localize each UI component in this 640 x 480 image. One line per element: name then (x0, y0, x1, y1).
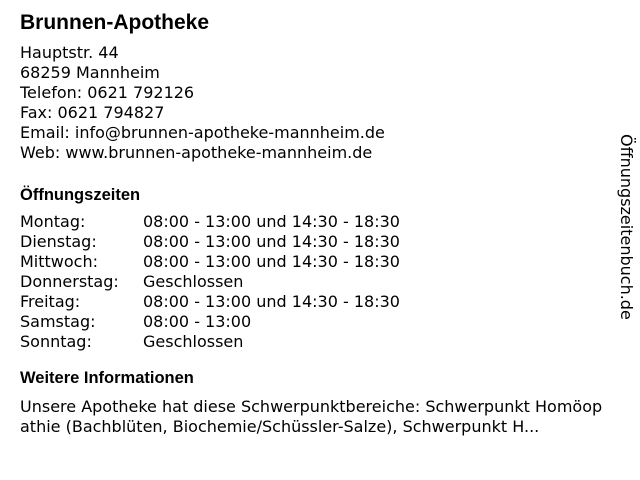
opening-hours-heading: Öffnungszeiten (20, 186, 141, 204)
day-label: Donnerstag: (20, 272, 119, 291)
hours-value: 08:00 - 13:00 und 14:30 - 18:30 (143, 252, 400, 271)
day-label: Dienstag: (20, 232, 97, 251)
fax-line: Fax: 0621 794827 (20, 103, 165, 122)
day-label: Samstag: (20, 312, 96, 331)
hours-row-sunday (20, 332, 610, 352)
hours-row-friday (20, 292, 610, 312)
day-label: Montag: (20, 212, 86, 231)
further-info-text: Unsere Apotheke hat diese Schwerpunktbereiche: Schwerpunkt Homöopathie (Bachblüten, Biochemie/Schüssler-Salze), Schwerpunkt H... (20, 397, 603, 436)
hours-value: Geschlossen (143, 332, 244, 351)
day-label: Mittwoch: (20, 252, 98, 271)
contact-block (20, 43, 610, 163)
hours-row-thursday (20, 272, 610, 292)
pharmacy-card (20, 10, 610, 437)
hours-value: 08:00 - 13:00 und 14:30 - 18:30 (143, 212, 400, 231)
email-line: Email: info@brunnen-apotheke-mannheim.de (20, 123, 385, 142)
address-street: Hauptstr. 44 (20, 43, 119, 62)
day-label: Freitag: (20, 292, 81, 311)
hours-value: 08:00 - 13:00 (143, 312, 252, 331)
pharmacy-name: Brunnen-Apotheke (20, 11, 209, 34)
address-city: 68259 Mannheim (20, 63, 160, 82)
hours-row-monday (20, 212, 610, 232)
hours-row-tuesday (20, 232, 610, 252)
day-label: Sonntag: (20, 332, 92, 351)
phone-line: Telefon: 0621 792126 (20, 83, 195, 102)
web-line: Web: www.brunnen-apotheke-mannheim.de (20, 143, 373, 162)
further-info-heading: Weitere Informationen (20, 369, 194, 387)
hours-value: 08:00 - 13:00 und 14:30 - 18:30 (143, 292, 400, 311)
opening-hours-table (20, 212, 610, 352)
hours-row-saturday (20, 312, 610, 332)
hours-row-wednesday (20, 252, 610, 272)
site-watermark: Öffnungszeitenbuch.de (617, 134, 636, 320)
hours-value: 08:00 - 13:00 und 14:30 - 18:30 (143, 232, 400, 251)
hours-value: Geschlossen (143, 272, 244, 291)
